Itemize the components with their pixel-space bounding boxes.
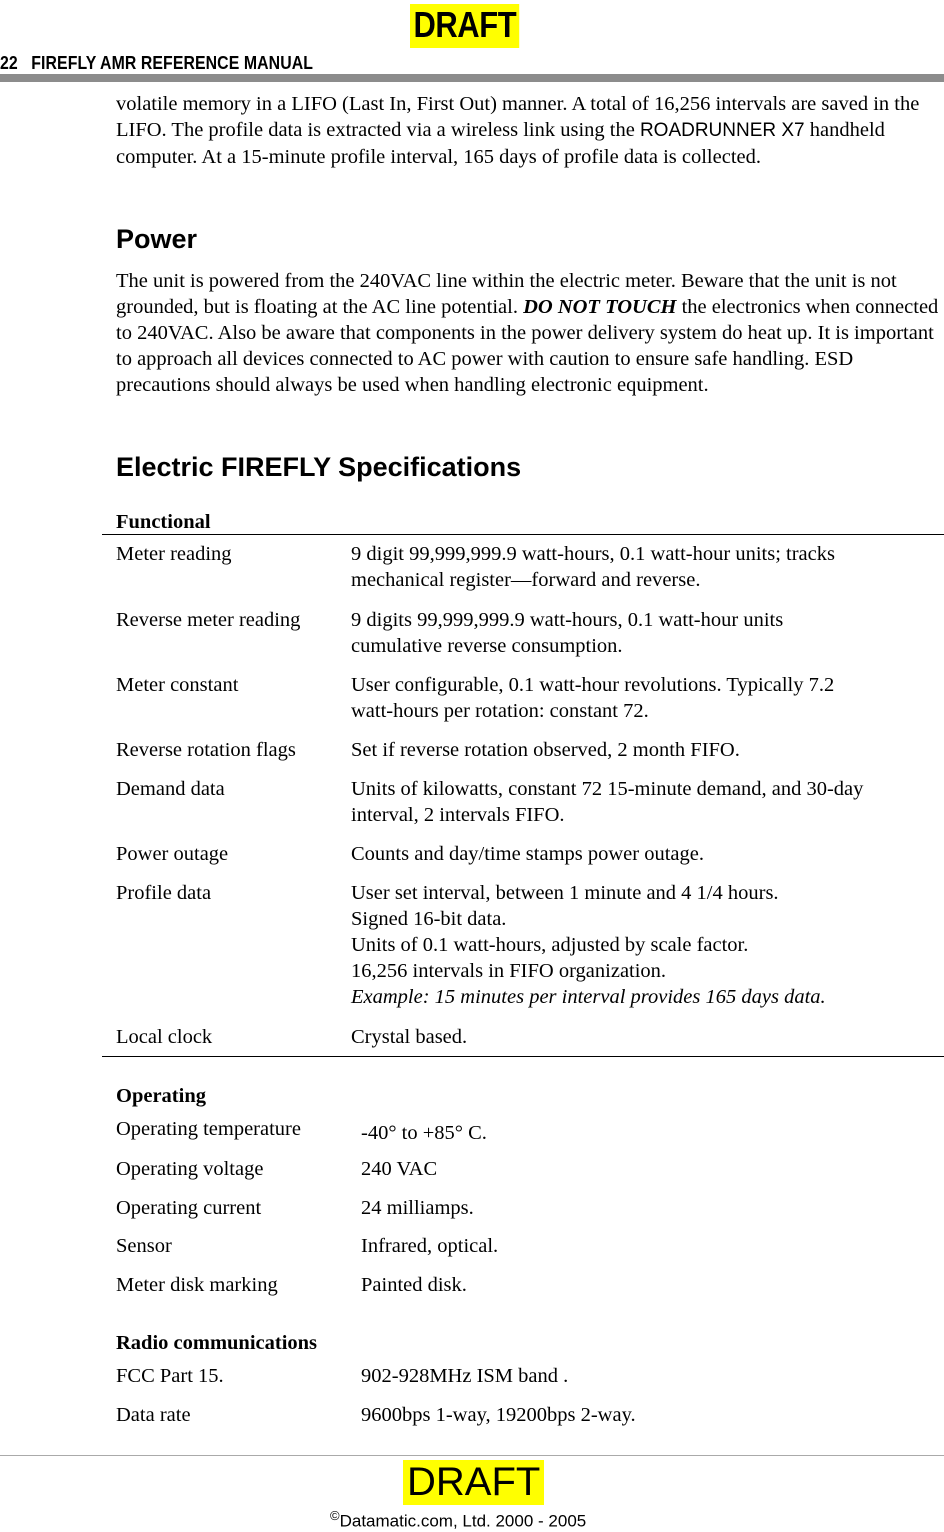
spec-label: Local clock: [116, 1026, 213, 1048]
spec-label: Reverse rotation flags: [116, 739, 296, 761]
spec-value: 9 digit 99,999,999.9 watt-hours, 0.1 watt-hour units; tracks mechanical register—forward and reverse.: [351, 543, 835, 591]
spec-value: -40° to +85° C.: [361, 1122, 487, 1144]
spec-value: Units of kilowatts, constant 72 15-minute demand, and 30-day interval, 2 intervals FIFO.: [351, 778, 864, 826]
spec-label: Operating voltage: [116, 1158, 264, 1180]
spec-label: Operating current: [116, 1197, 262, 1219]
header-rule: [0, 74, 944, 82]
draft-watermark-top: DRAFT: [410, 4, 520, 48]
spec-value: Counts and day/time stamps power outage.: [351, 843, 704, 865]
spec-value: 9 digits 99,999,999.9 watt-hours, 0.1 watt-hour units cumulative reverse consumption.: [351, 609, 784, 657]
spec-label: Profile data: [116, 882, 212, 904]
spec-label: Meter disk marking: [116, 1274, 278, 1296]
spec-value: 24 milliamps.: [361, 1197, 474, 1219]
spec-label: Meter reading: [116, 543, 232, 565]
spec-label: Sensor: [116, 1235, 172, 1257]
device-name: ROADRUNNER X7: [639, 120, 805, 141]
page-number: 22: [0, 53, 18, 73]
functional-bottom-rule: [102, 1056, 944, 1057]
spec-label: Power outage: [116, 843, 229, 865]
power-paragraph: The unit is powered from the 240VAC line within the electric meter. Beware that the unit is not grounded, but is floating at the AC line potential. DO NOT TOUCH the electronics when connected to 240VAC. Also be aware that components in the power delivery system do heat up. It is important to approach all devices connected to AC power with caution to ensure safe handling. ESD precautions should always be used when handling electronic equipment.: [116, 270, 939, 396]
spec-value: Infrared, optical.: [361, 1235, 499, 1257]
spec-label: Operating temperature: [116, 1118, 301, 1140]
operating-title: Operating: [116, 1085, 206, 1107]
copyright-notice: ©Datamatic.com, Ltd. 2000 - 2005: [330, 1508, 587, 1531]
spec-value: Painted disk.: [361, 1274, 467, 1296]
draft-watermark-bottom: DRAFT: [403, 1460, 544, 1505]
intro-paragraph: volatile memory in a LIFO (Last In, First Out) manner. A total of 16,256 intervals are saved in the LIFO. The profile data is extracted via a wireless link using the ROADRUNNER X7 handheld computer. At a 15-minute profile interval, 165 days of profile data is collected.: [116, 93, 920, 168]
radio-title: Radio communications: [116, 1332, 318, 1354]
spec-label: Reverse meter reading: [116, 609, 301, 631]
functional-title: Functional: [116, 511, 211, 533]
functional-top-rule: [102, 534, 944, 535]
specs-heading: Electric FIREFLY Specifications: [116, 452, 522, 482]
spec-value: User configurable, 0.1 watt-hour revolutions. Typically 7.2 watt-hours per rotation: constant 72.: [351, 674, 835, 722]
spec-label: FCC Part 15.: [116, 1365, 224, 1387]
spec-value: 902-928MHz ISM band .: [361, 1365, 569, 1387]
copyright-icon: ©: [330, 1508, 340, 1523]
spec-value: 240 VAC: [361, 1158, 438, 1180]
spec-label: Meter constant: [116, 674, 239, 696]
warning-text: DO NOT TOUCH: [523, 296, 677, 318]
footer-rule: [0, 1455, 944, 1456]
spec-value: 9600bps 1-way, 19200bps 2-way.: [361, 1404, 636, 1426]
spec-label: Demand data: [116, 778, 225, 800]
page-header: [0, 53, 313, 74]
spec-value: Set if reverse rotation observed, 2 month FIFO.: [351, 739, 740, 761]
spec-label: Data rate: [116, 1404, 191, 1426]
spec-value: User set interval, between 1 minute and 4 1/4 hours. Signed 16-bit data. Units of 0.1 watt-hours, adjusted by scale factor. 16,256 intervals in FIFO organization. Example: 15 minutes per interval provides 165 days data.: [351, 882, 826, 1008]
manual-title: FIREFLY AMR REFERENCE MANUAL: [31, 53, 314, 73]
profile-example: Example: 15 minutes per interval provides 165 days data.: [351, 986, 826, 1008]
power-heading: Power: [116, 224, 198, 254]
spec-value: Crystal based.: [351, 1026, 468, 1048]
